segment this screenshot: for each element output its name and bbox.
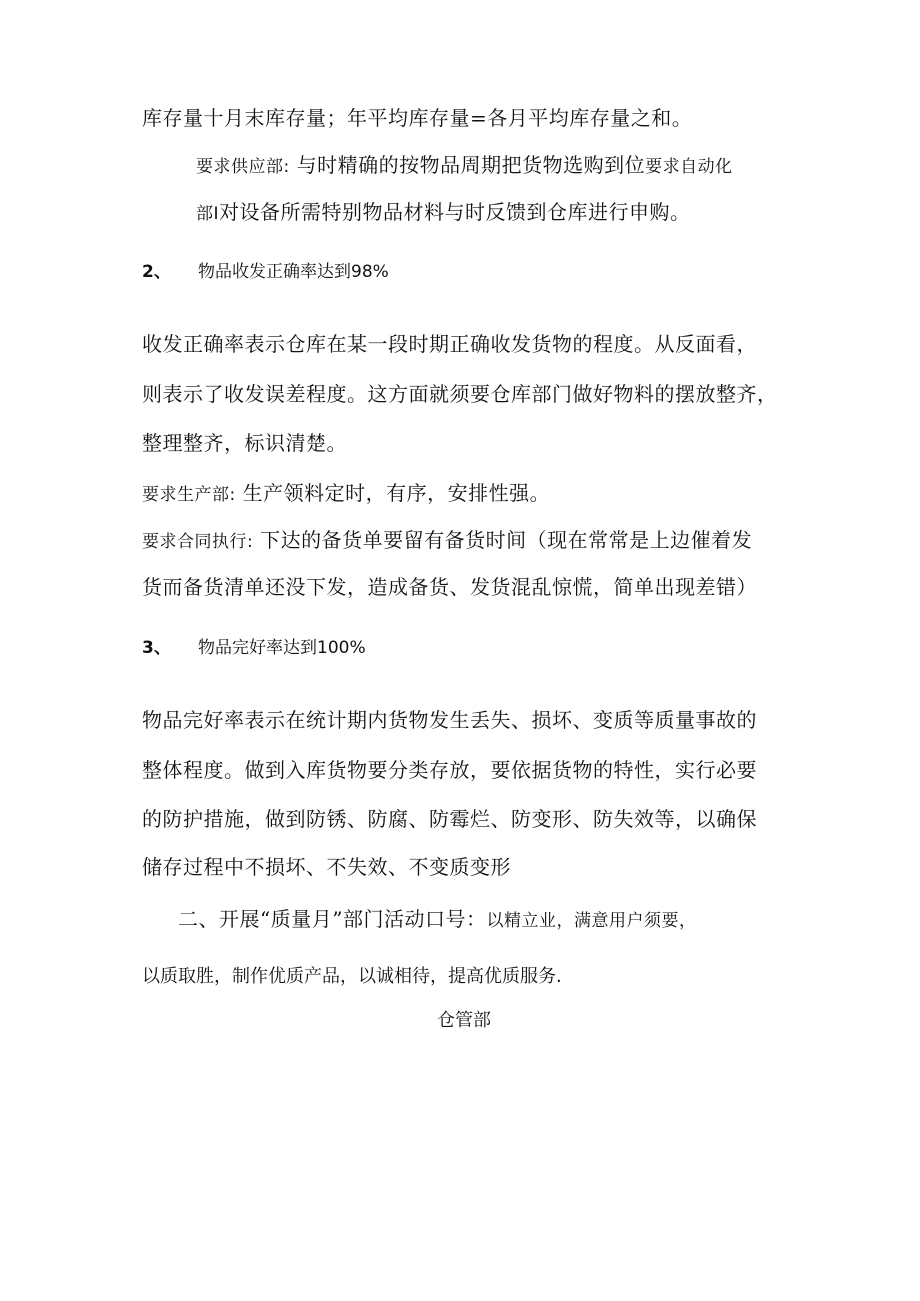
slogan-line-1: [178, 903, 696, 932]
section-3-paragraph-line: 的防护措施，做到防锈、防腐、防霉烂、防变形、防失效等，以确保: [142, 807, 757, 831]
section-3-paragraph-line: 物品完好率表示在统计期内货物发生丢失、损坏、变质等质量事故的: [142, 708, 757, 732]
section-3-paragraph-line: 整体程度。做到入库货物要分类存放，要依据货物的特性，实行必要: [142, 758, 757, 782]
intro-supply-line: [196, 149, 733, 178]
automation-label-continued: 部I: [196, 204, 220, 224]
production-requirement: [142, 477, 550, 506]
intro-line-1: 库存量十月末库存量；年平均库存量=各月平均库存量之和。: [142, 106, 693, 130]
contract-label: 要求合同执行:: [142, 532, 254, 552]
contract-requirement: [142, 524, 752, 553]
contract-text: 下达的备货单要留有备货时间（现在常常是上边催着发: [253, 528, 753, 552]
section-2-paragraph-line: 则表示了收发误差程度。这方面就须要仓库部门做好物料的摆放整齐，: [142, 382, 778, 406]
production-label: 要求生产部:: [142, 485, 236, 505]
slogan-text-1: 以精立业，满意用户须要，: [486, 911, 697, 931]
section-3-heading: [142, 633, 366, 658]
automation-text: 对设备所需特别物品材料与时反馈到仓库进行申购。: [219, 200, 691, 224]
slogan-line-2: 以质取胜，制作优质产品，以诚相待，提高优质服务.: [142, 966, 562, 987]
section-3-paragraph-line: 储存过程中不损坏、不失效、不变质变形: [142, 855, 511, 879]
section-2-heading: [142, 257, 389, 282]
slogan-intro: 二、开展“质量月”部门活动口号：: [178, 907, 487, 931]
automation-label: 要求自动化: [645, 157, 733, 177]
section-2-paragraph-line: 整理整齐，标识清楚。: [142, 431, 347, 455]
supply-label: 要求供应部:: [196, 157, 290, 177]
production-text: 生产领料定时，有序，安排性强。: [235, 481, 551, 505]
section-2-paragraph-line: 收发正确率表示仓库在某一段时期正确收发货物的程度。从反面看，: [142, 332, 757, 356]
contract-requirement-continued: 货而备货清单还没下发，造成备货、发货混乱惊慌，简单出现差错）: [142, 575, 757, 599]
section-2-number: 2、: [142, 262, 171, 282]
signature: 仓管部: [437, 1010, 491, 1031]
section-2-title: 物品收发正确率达到98%: [198, 262, 389, 282]
section-3-title: 物品完好率达到100%: [198, 638, 366, 658]
supply-text: 与时精确的按物品周期把货物选购到位: [289, 153, 646, 177]
section-3-number: 3、: [142, 638, 171, 658]
intro-automation-line: [196, 196, 691, 225]
